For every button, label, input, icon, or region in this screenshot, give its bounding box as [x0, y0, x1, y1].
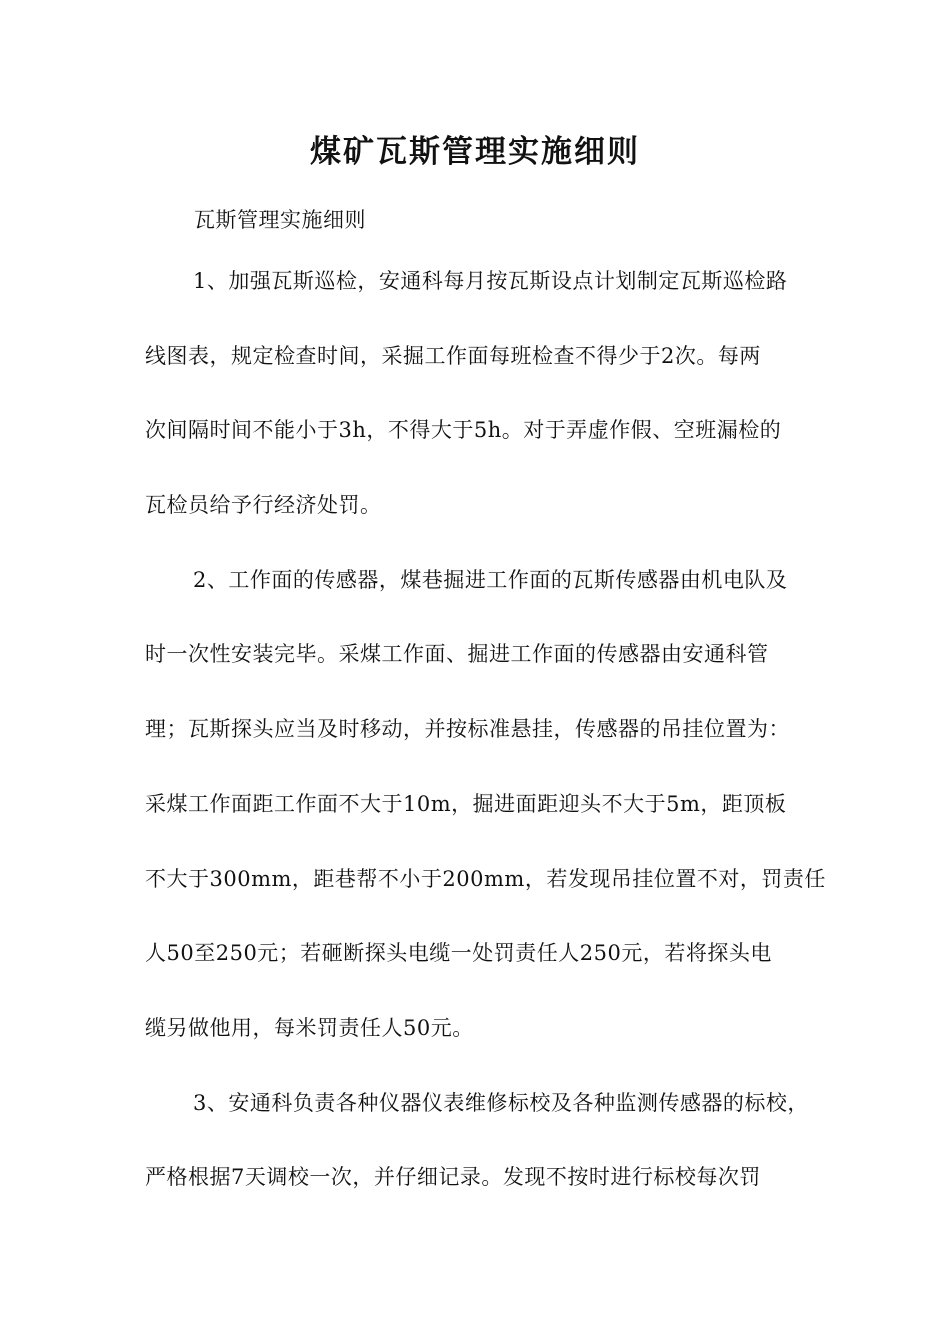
document-title: 煤矿瓦斯管理实施细则 — [310, 134, 640, 170]
text-line: 严格根据7天调校一次，并仔细记录。发现不按时进行标校每次罚 — [145, 1165, 761, 1190]
text-line: 采煤工作面距工作面不大于10m，掘进面距迎头不大于5m，距顶板 — [145, 791, 787, 816]
text-line: 1、加强瓦斯巡检，安通科每月按瓦斯设点计划制定瓦斯巡检路 — [193, 269, 788, 293]
text-line: 线图表，规定检查时间，采掘工作面每班检查不得少于2次。每两 — [145, 343, 761, 368]
text-line: 2、工作面的传感器，煤巷掘进工作面的瓦斯传感器由机电队及 — [193, 567, 788, 592]
text-line: 3、安通科负责各种仪器仪表维修标校及各种监测传感器的标校， — [193, 1090, 809, 1115]
text-line: 理；瓦斯探头应当及时移动，并按标准悬挂，传感器的吊挂位置为： — [145, 717, 790, 742]
document-body — [145, 262, 826, 1233]
text-line: 瓦检员给予行经济处罚。 — [145, 493, 382, 518]
text-line: 时一次性安装完毕。采煤工作面、掘进工作面的传感器由安通科管 — [145, 642, 769, 667]
text-line: 不大于300mm，距巷帮不小于200mm，若发现吊挂位置不对，罚责任 — [145, 866, 826, 891]
document-subtitle: 瓦斯管理实施细则 — [194, 208, 366, 232]
text-line: 次间隔时间不能小于3h，不得大于5h。对于弄虚作假、空班漏检的 — [145, 418, 782, 443]
text-line: 人50至250元；若砸断探头电缆一处罚责任人250元，若将探头电 — [145, 941, 772, 966]
text-line: 缆另做他用，每米罚责任人50元。 — [145, 1015, 474, 1040]
